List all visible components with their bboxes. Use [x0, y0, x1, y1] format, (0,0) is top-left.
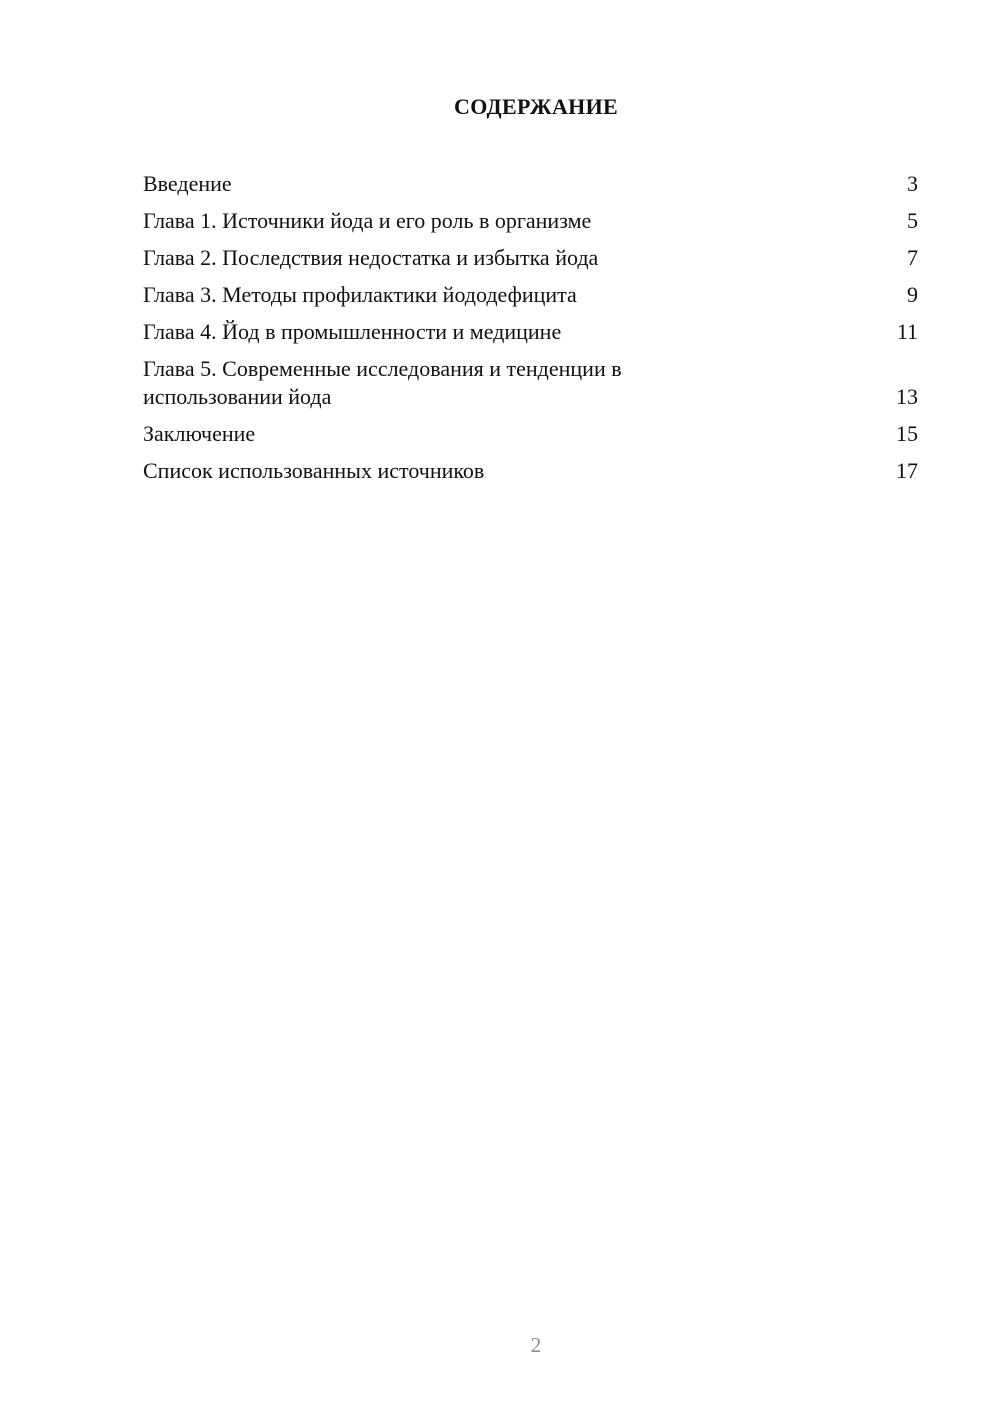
toc-entry-title: Список использованных источников [143, 458, 485, 483]
toc-entry-title: Глава 3. Методы профилактики йододефицита [143, 282, 577, 307]
table-of-contents [143, 170, 918, 494]
toc-entry-title: Заключение [143, 421, 256, 446]
toc-entry-chapter-4 [143, 318, 918, 346]
toc-entry-chapter-5 [143, 355, 918, 411]
toc-entry-page: 9 [907, 282, 918, 307]
toc-entry-title: Глава 5. Современные исследования и тенденции в использовании йода [143, 356, 622, 409]
toc-entry-page: 5 [907, 208, 918, 233]
page-number: 2 [530, 1333, 542, 1357]
toc-entry-conclusion [143, 420, 918, 448]
toc-entry-title: Введение [143, 171, 232, 196]
toc-entry-page: 17 [896, 458, 918, 483]
toc-entry-page: 13 [896, 384, 918, 409]
toc-entry-chapter-2 [143, 244, 918, 272]
page-title: СОДЕРЖАНИЕ [454, 94, 618, 119]
toc-entry-page: 7 [907, 245, 918, 270]
toc-entry-page: 3 [907, 171, 918, 196]
toc-entry-title: Глава 4. Йод в промышленности и медицине [143, 319, 562, 344]
toc-entry-chapter-1 [143, 207, 918, 235]
toc-entry-references [143, 457, 918, 485]
toc-entry-title: Глава 2. Последствия недостатка и избытка йода [143, 245, 599, 270]
toc-entry-page: 11 [896, 319, 918, 344]
toc-entry-page: 15 [896, 421, 918, 446]
toc-entry-title: Глава 1. Источники йода и его роль в организме [143, 208, 592, 233]
toc-entry-chapter-3 [143, 281, 918, 309]
toc-entry-introduction [143, 170, 918, 198]
